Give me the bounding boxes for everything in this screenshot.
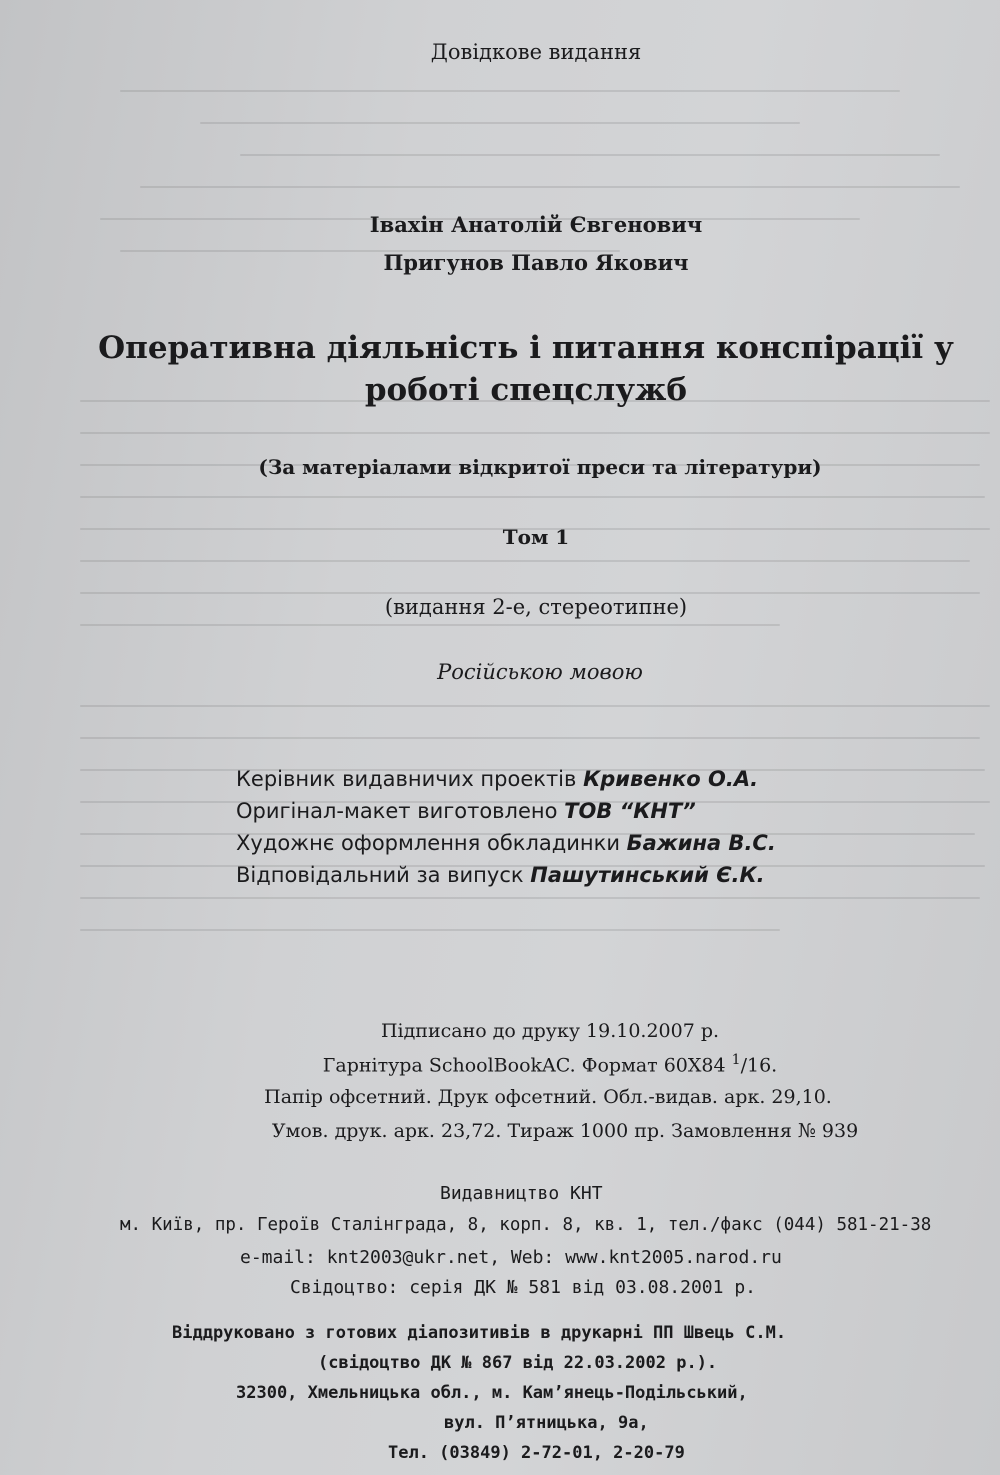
language-note: Російською мовою — [437, 660, 643, 684]
book-title-line-2: роботі спецслужб — [364, 372, 688, 408]
printer-line-4: вул. П’ятницька, 9а, — [444, 1413, 649, 1433]
staff-name: ТОВ “КНТ” — [564, 799, 696, 823]
author-2: Пригунов Павло Якович — [383, 250, 689, 275]
staff-credit-4 — [236, 863, 765, 887]
staff-credit-2 — [236, 799, 696, 823]
staff-name: Пашутинський Є.К. — [530, 863, 765, 887]
staff-role: Відповідальний за випуск — [236, 863, 524, 887]
format-fraction-denominator: /16. — [740, 1054, 778, 1077]
staff-role: Оригінал-макет виготовлено — [236, 799, 558, 823]
publisher-certificate: Свідоцтво: серія ДК № 581 від 03.08.2001 р. — [290, 1277, 756, 1298]
staff-role: Художнє оформлення обкладинки — [236, 831, 620, 855]
publisher-name: Видавництво КНТ — [440, 1183, 603, 1204]
staff-name: Кривенко О.А. — [583, 767, 759, 791]
volume-number: Том 1 — [502, 525, 570, 549]
staff-credit-1 — [236, 767, 758, 791]
edition-note: (видання 2-е, стереотипне) — [384, 595, 688, 619]
staff-role: Керівник видавничих проектів — [236, 767, 577, 791]
author-1: Івахін Анатолій Євгенович — [369, 212, 703, 237]
staff-name: Бажина В.С. — [626, 831, 776, 855]
book-title-line-1: Оперативна діяльність і питання конспірації у — [98, 330, 954, 366]
book-subtitle: (За матеріалами відкритої преси та літератури) — [258, 455, 822, 479]
format-fraction-numerator: 1 — [731, 1052, 741, 1068]
typeface-format — [50, 1052, 1000, 1076]
sheets-run-order: Умов. друк. арк. 23,72. Тираж 1000 пр. Замовлення № 939 — [271, 1120, 859, 1142]
printer-line-3: 32300, Хмельницька обл., м. Кам’янець-Подільський, — [236, 1383, 748, 1403]
typeface-text: Гарнітура SchoolBookAC. Формат 60Х84 — [322, 1054, 726, 1077]
publisher-address: м. Київ, пр. Героїв Сталінграда, 8, корп. 8, кв. 1, тел./факс (044) 581-21-38 — [120, 1215, 932, 1235]
paper-print-info: Папір офсетний. Друк офсетний. Обл.-видав. арк. 29,10. — [264, 1086, 832, 1108]
staff-credit-3 — [236, 831, 776, 855]
publisher-contacts: e-mail: knt2003@ukr.net, Web: www.knt2005.narod.ru — [240, 1247, 782, 1268]
printer-line-2: (свідоцтво ДК № 867 від 22.03.2002 р.). — [318, 1353, 718, 1373]
printer-line-5: Тел. (03849) 2-72-01, 2-20-79 — [388, 1443, 685, 1463]
printer-line-1: Віддруковано з готових діапозитивів в друкарні ПП Швець С.М. — [172, 1323, 787, 1343]
signed-to-print: Підписано до друку 19.10.2007 р. — [380, 1020, 720, 1042]
edition-type: Довідкове видання — [430, 40, 642, 64]
